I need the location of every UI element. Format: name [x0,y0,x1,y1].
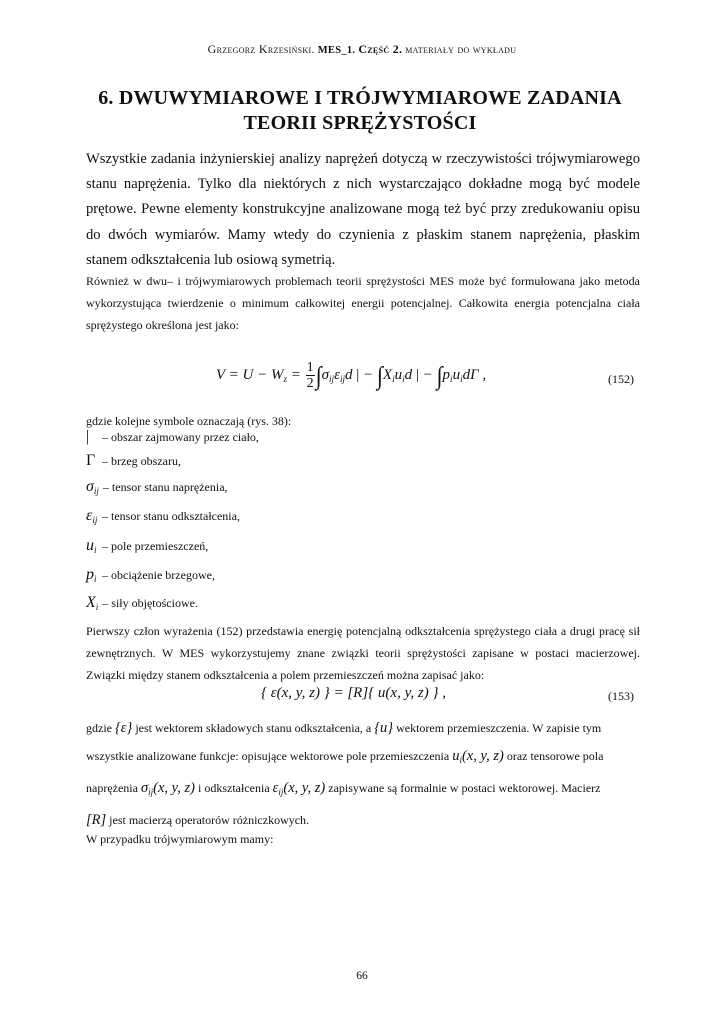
running-header [0,42,724,57]
header-materials: materiały do wykładu [405,42,517,56]
u-vector: {u} [374,720,394,736]
header-part: Część 2. [358,42,403,56]
paragraph-3d: W przypadku trójwymiarowym mamy: [86,832,274,846]
paragraph-energy: Również w dwu– i trójwymiarowych problemach teorii sprężystości MES może być formułowana jako metoda wykorzystująca twierdzenie o minimum całkowitej energii potencjalnej. Całkowita energia potencjalna ciała sprężystego określona jest jako: [86,274,640,333]
chapter-title [60,86,660,136]
symbols-intro: gdzie kolejne symbole oznaczają (rys. 38): [86,414,292,428]
eps-vector: {ε} [115,720,133,736]
page-number: 66 [356,970,368,982]
equation-152 [86,360,640,400]
equation-152-expression: $V = U - W_z$ = $\frac{1}{2}$ $\int\sigma_{ij}\varepsilon_{ij}d$ | − $\int X_iu_id$ | − $\int p_iu_id\Gamma$ , [216,360,487,391]
symbol-boundary-load: $p_i$ – obciążenie brzegowe, [86,566,215,584]
paragraph-strain-relations: Pierwszy człon wyrażenia (152) przedstawia energię potencjalną odkształcenia sprężystego ciała a drugi pracę sił zewnętrznych. W MES wykorzystujemy znane związki teorii sprężystości zapisane w postaci macierzowej. Związki między stanem odkształcenia a polem przemieszczeń można zapisać jako: [86,624,640,683]
symbol-body-forces: $X_i$ – siły objętościowe. [86,594,198,612]
symbol-stress-tensor: $\sigma_{ij}$ – tensor stanu naprężenia, [86,478,228,496]
symbol-domain: | – obszar zajmowany przez ciało, [86,428,259,445]
equation-153-number: (153) [608,689,634,703]
chapter-title-line1: 6. DWUWYMIAROWE I TRÓJWYMIAROWE ZADANIA [98,87,622,109]
symbol-boundary: Γ – brzeg obszaru, [86,452,181,469]
chapter-title-line2: TEORII SPRĘŻYSTOŚCI [243,112,477,134]
eq152-fraction: $\frac{1}{2}$ [306,360,314,391]
R-matrix: [R] [86,812,107,828]
equation-152-number: (152) [608,372,634,386]
symbol-displacement: $u_i$ – pole przemieszczeń, [86,537,209,555]
header-author: Grzegorz Krzesiński. [207,42,315,56]
intro-paragraph: Wszystkie zadania inżynierskiej analizy naprężeń dotyczą w rzeczywistości trójwymiarowego stanu naprężenia. Tylko dla niektórych z nich wystarczająco dokładne mogą być modele prętowe. Pewne elementy konstrukcyjne analizowane mogą też być przy zredukowaniu opisu do dwóch wymiarów. Mamy wtedy do czynienia z płaskim stanem naprężenia, płaskim stanem odkształcenia lub osiową symetrią. [86,151,640,268]
eq152-left: V = U − W [216,366,284,383]
paragraph-vectors: gdzie {ε} jest wektorem składowych stanu odkształcenia, a {u} wektorem przemieszczenia. W zapisie tym wszystkie analizowane funkcje: opisujące wektorowe pole przemieszczenia $u_i(x$, y, z) oraz tensorowe pola naprężenia $\sigma_{ij}(x$, y, z) i odkształcenia $\varepsilon_{ij}(x$, y, z) zapisywane są formalnie w postaci wektorowej. Macierz [R] jest macierzą operatorów różniczkowych. [86,720,604,828]
symbol-strain-tensor: $\varepsilon_{ij}$ – tensor stanu odkształcenia, [86,507,240,525]
header-course: MES_1. [317,45,356,56]
eq152-sub-z: z [283,373,287,384]
equation-153-expression: { ε(x, y, z) } = [R]{ u(x, y, z) } , [261,685,446,701]
